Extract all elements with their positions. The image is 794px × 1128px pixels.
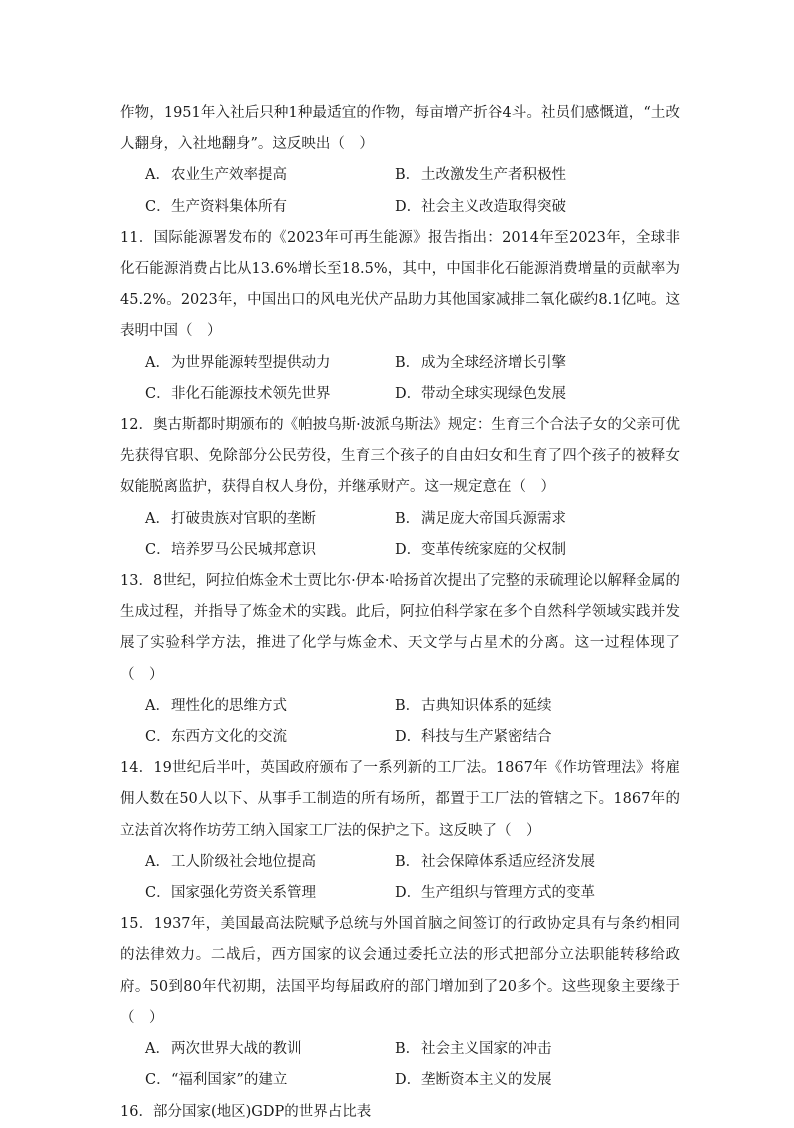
- option-label: C．: [145, 729, 171, 746]
- option-label: B．: [395, 1041, 421, 1058]
- option-label: B．: [395, 167, 421, 184]
- option-text: 非化石能源技术领先世界: [171, 385, 331, 402]
- option-label: B．: [395, 354, 421, 371]
- option-text: 农业生产效率提高: [171, 167, 287, 184]
- question-list: [120, 98, 680, 1128]
- question-block: [120, 753, 680, 909]
- option-label: B．: [395, 697, 421, 714]
- option-label: D．: [395, 729, 422, 746]
- question-block: [120, 566, 680, 753]
- option-text: 社会主义改造取得突破: [421, 198, 566, 215]
- option-text: 为世界能源转型提供动力: [171, 354, 331, 371]
- option-text: 成为全球经济增长引擎: [421, 354, 566, 371]
- option-text: 社会保障体系适应经济发展: [421, 853, 595, 870]
- option-c: [145, 1065, 395, 1096]
- option-label: A．: [145, 354, 170, 371]
- option-label: D．: [395, 885, 422, 902]
- option-label: C．: [145, 385, 171, 402]
- option-c: [145, 878, 395, 909]
- option-text: 国家强化劳资关系管理: [171, 885, 316, 902]
- option-label: A．: [145, 167, 170, 184]
- option-grid: [145, 691, 680, 753]
- option-text: 满足庞大帝国兵源需求: [421, 510, 566, 527]
- option-a: [145, 504, 395, 535]
- question-stem: 12．奥古斯都时期颁布的《帕披乌斯·波派乌斯法》规定：生育三个合法子女的父亲可优先获得官职、免除部分公民劳役，生育三个孩子的自由妇女和生育了四个孩子的被释女奴能脱离监护，获得自权人身份，并继承财产。这一规定意在（ ）: [120, 417, 680, 496]
- option-d: [395, 722, 695, 753]
- option-d: [395, 1065, 695, 1096]
- option-text: 培养罗马公民城邦意识: [171, 541, 316, 558]
- option-text: 东西方文化的交流: [171, 729, 287, 746]
- option-text: 生产组织与管理方式的变革: [421, 885, 595, 902]
- question-stem: 作物，1951年入社后只种1种最适宜的作物，每亩增产折谷4斗。社员们感慨道，“土改人翻身，入社地翻身”。这反映出（ ）: [120, 105, 680, 153]
- option-label: C．: [145, 1072, 171, 1089]
- option-d: [395, 379, 695, 410]
- option-label: A．: [145, 510, 170, 527]
- question-block: [120, 410, 680, 566]
- option-a: [145, 691, 395, 722]
- option-text: 理性化的思维方式: [171, 697, 287, 714]
- option-grid: [145, 504, 680, 566]
- question-stem: 13．8世纪，阿拉伯炼金术士贾比尔·伊本·哈扬首次提出了完整的汞硫理论以解释金属的生成过程，并指导了炼金术的实践。此后，阿拉伯科学家在多个自然科学领域实践并发展了实验科学方法，推进了化学与炼金术、天文学与占星术的分离。这一过程体现了（ ）: [120, 573, 680, 683]
- option-text: 两次世界大战的教训: [171, 1041, 302, 1058]
- option-c: [145, 192, 395, 223]
- option-a: [145, 348, 395, 379]
- option-b: [395, 847, 695, 878]
- option-b: [395, 691, 695, 722]
- option-text: 社会主义国家的冲击: [421, 1041, 552, 1058]
- option-d: [395, 535, 695, 566]
- option-label: B．: [395, 510, 421, 527]
- option-b: [395, 348, 695, 379]
- option-label: C．: [145, 885, 171, 902]
- question-stem: 15．1937年，美国最高法院赋予总统与外国首脑之间签订的行政协定具有与条约相同的法律效力。二战后，西方国家的议会通过委托立法的形式把部分立法职能转移给政府。50到80年代初期，法国平均每届政府的部门增加到了20多个。这些现象主要缘于（ ）: [120, 916, 680, 1026]
- option-text: 变革传统家庭的父权制: [421, 541, 566, 558]
- option-label: A．: [145, 853, 170, 870]
- option-label: D．: [395, 385, 422, 402]
- option-b: [395, 504, 695, 535]
- option-b: [395, 1034, 695, 1065]
- option-text: 科技与生产紧密结合: [421, 729, 552, 746]
- option-a: [145, 1034, 395, 1065]
- option-d: [395, 192, 695, 223]
- question-stem: 14．19世纪后半叶，英国政府颁布了一系列新的工厂法。1867年《作坊管理法》将雇佣人数在50人以下、从事手工制造的所有场所，都置于工厂法的管辖之下。1867年的立法首次将作坊劳工纳入国家工厂法的保护之下。这反映了（ ）: [120, 760, 680, 839]
- option-text: 土改激发生产者积极性: [421, 167, 566, 184]
- option-b: [395, 160, 695, 191]
- option-c: [145, 379, 395, 410]
- option-grid: [145, 1034, 680, 1096]
- option-label: B．: [395, 853, 421, 870]
- question-block: [120, 223, 680, 410]
- question-block: [120, 98, 680, 223]
- option-grid: [145, 847, 680, 909]
- option-label: D．: [395, 1072, 422, 1089]
- option-label: D．: [395, 541, 422, 558]
- option-text: 带动全球实现绿色发展: [421, 385, 566, 402]
- option-text: 工人阶级社会地位提高: [171, 853, 316, 870]
- question-block: [120, 1097, 680, 1128]
- option-text: 垄断资本主义的发展: [421, 1072, 552, 1089]
- option-label: A．: [145, 697, 170, 714]
- question-block: [120, 909, 680, 1096]
- option-grid: [145, 348, 680, 410]
- option-a: [145, 847, 395, 878]
- option-c: [145, 722, 395, 753]
- option-label: D．: [395, 198, 422, 215]
- option-a: [145, 160, 395, 191]
- option-text: 打破贵族对官职的垄断: [171, 510, 316, 527]
- option-d: [395, 878, 695, 909]
- option-label: A．: [145, 1041, 170, 1058]
- option-label: C．: [145, 541, 171, 558]
- option-grid: [145, 160, 680, 222]
- option-text: “福利国家”的建立: [171, 1072, 288, 1089]
- option-text: 古典知识体系的延续: [421, 697, 552, 714]
- option-label: C．: [145, 198, 171, 215]
- question-stem: 16．部分国家(地区)GDP的世界占比表: [120, 1103, 372, 1120]
- question-stem: 11．国际能源署发布的《2023年可再生能源》报告指出：2014年至2023年，全球非化石能源消费占比从13.6%增长至18.5%，其中，中国非化石能源消费增量的贡献率为45.2%。2023年，中国出口的风电光伏产品助力其他国家减排二氧化碳约8.1亿吨。这表明中国（ ）: [120, 229, 680, 340]
- option-c: [145, 535, 395, 566]
- option-text: 生产资料集体所有: [171, 198, 287, 215]
